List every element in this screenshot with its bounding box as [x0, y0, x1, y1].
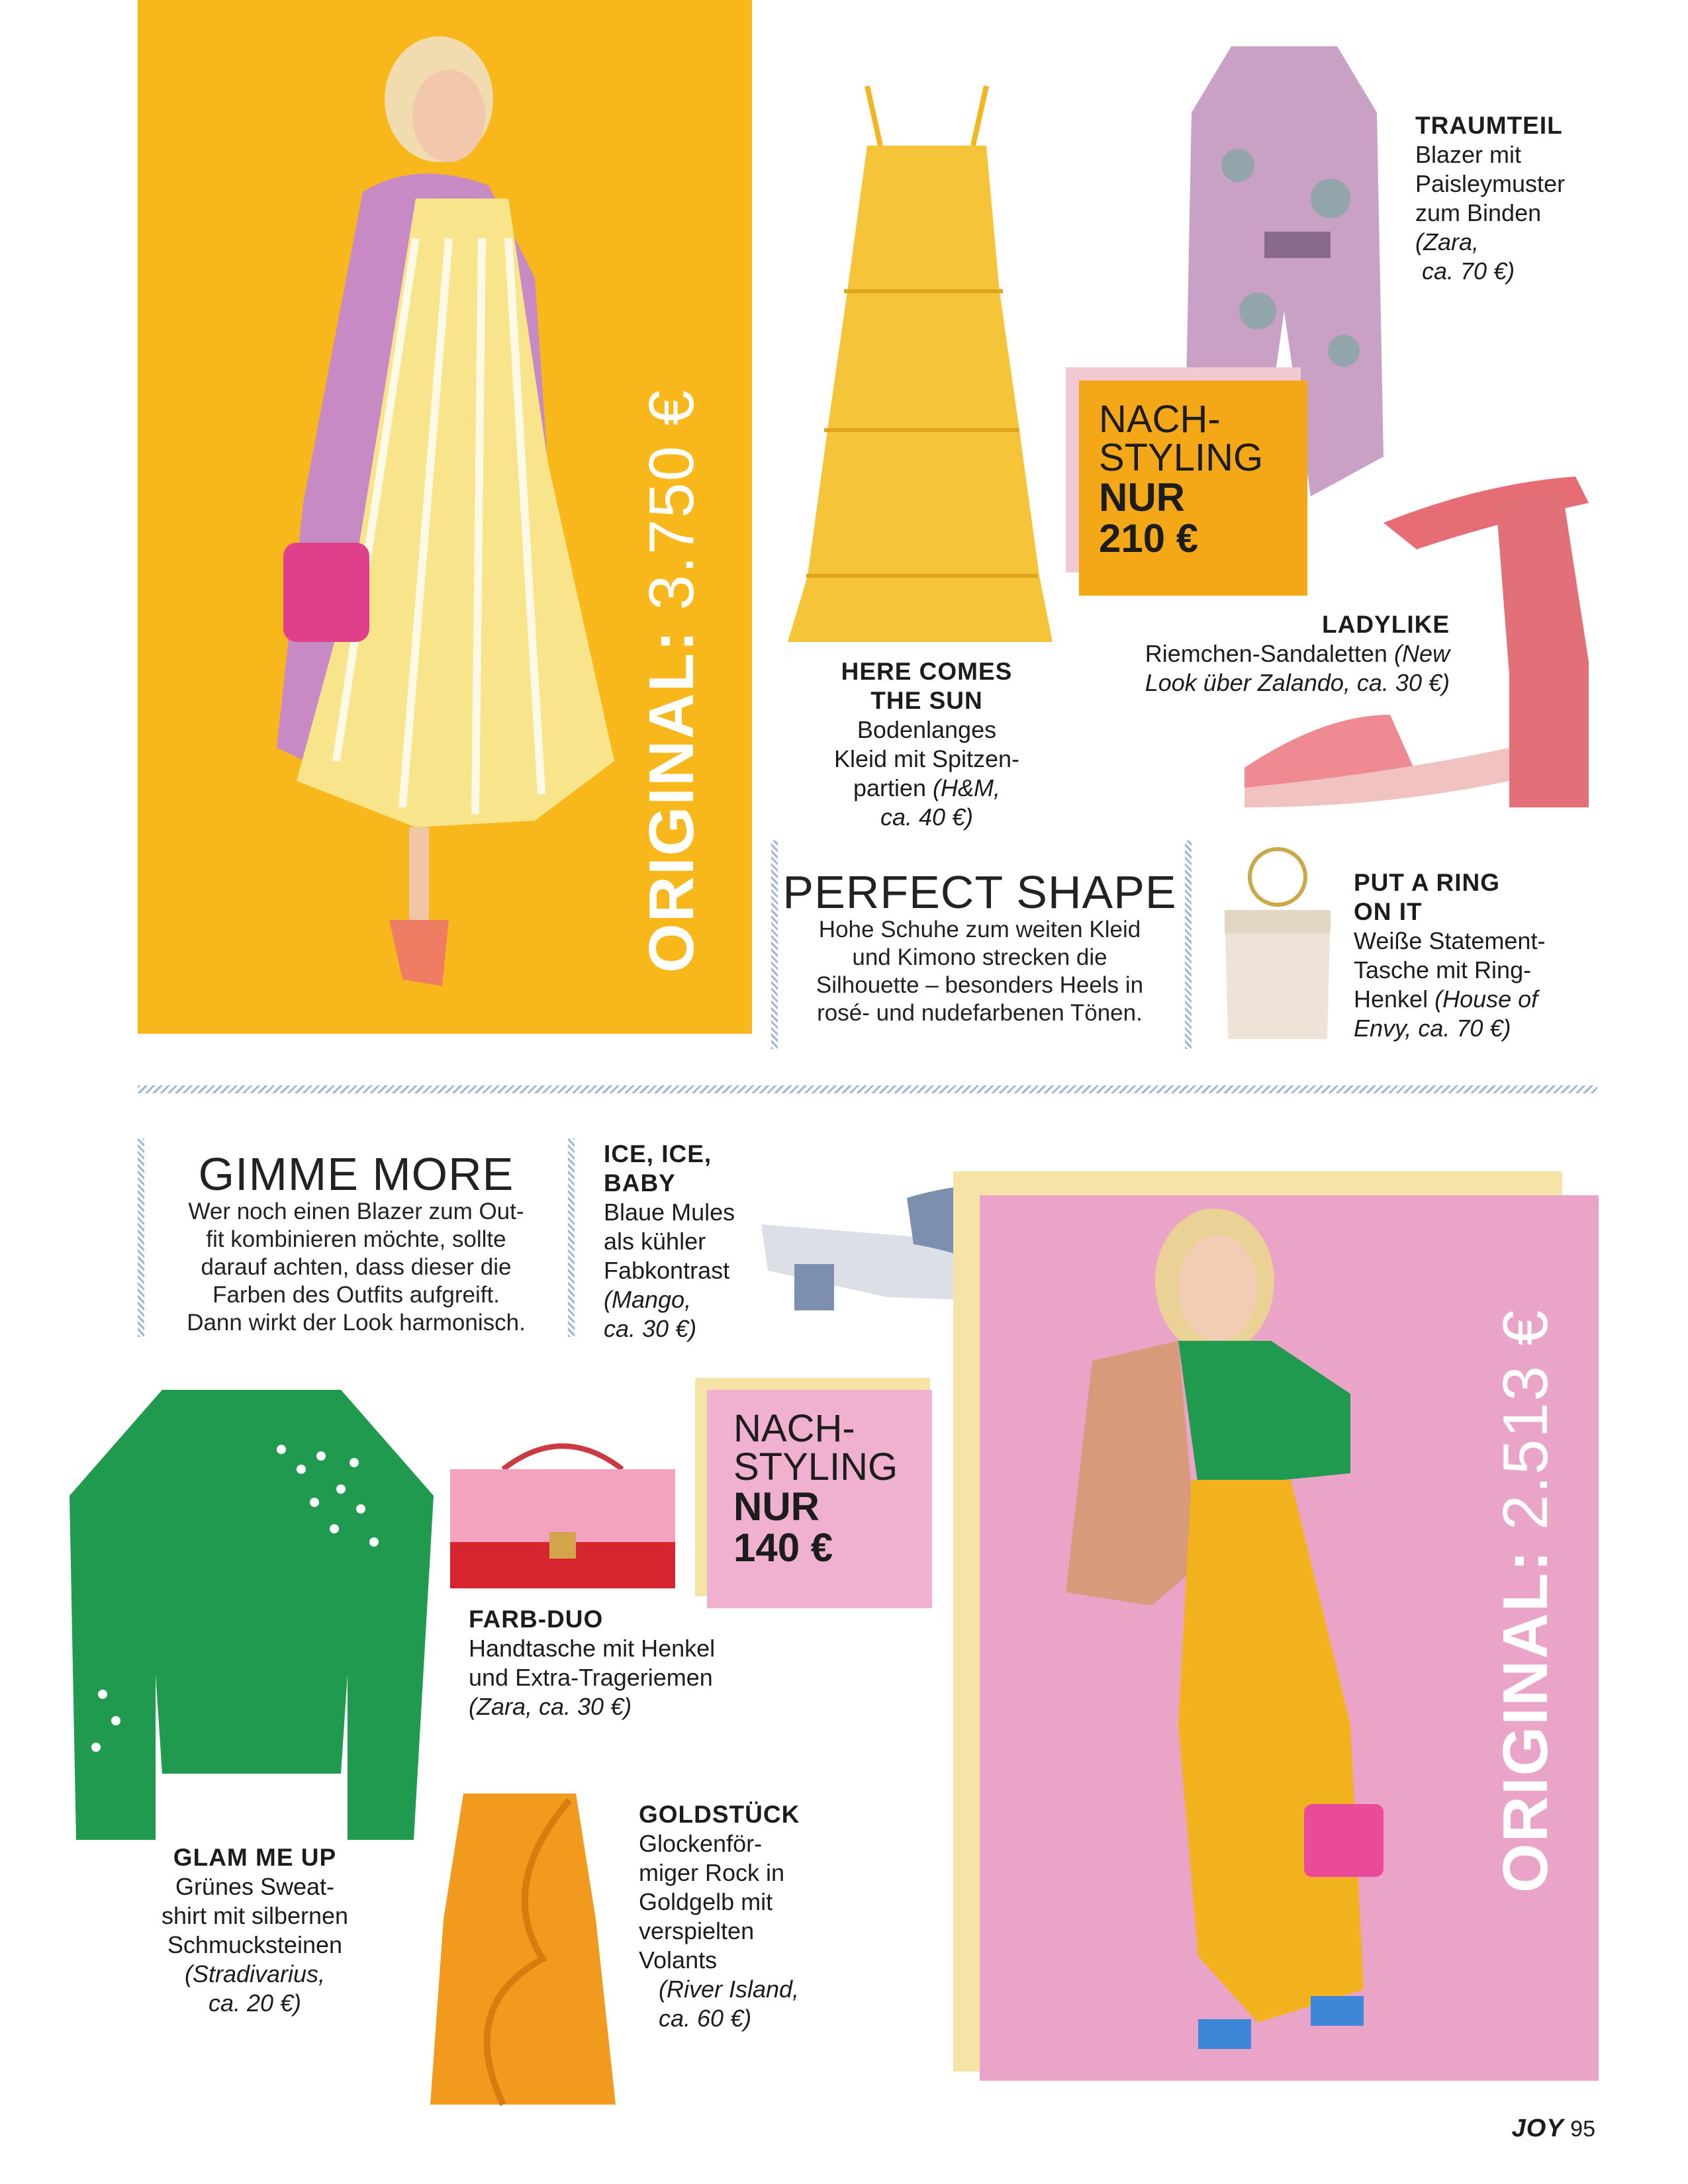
info-box-left-border: [771, 841, 778, 1049]
ring-bag-title-line1: PUT A RING: [1354, 869, 1501, 896]
blazer-caption: [1415, 111, 1634, 286]
gimme-box-right-border: [568, 1138, 575, 1337]
blazer-line5: ca. 70 €): [1422, 257, 1515, 285]
gimme-more-box: [151, 1150, 561, 1337]
skirt-line2: miger Rock in: [639, 1859, 785, 1886]
gimme-more-line4: Farben des Outfits aufgreift.: [212, 1282, 500, 1308]
gimme-box-left-border: [138, 1138, 144, 1337]
original-price-value: 2.513 €: [1490, 1308, 1561, 1531]
skirt-line4: verspielten: [639, 1917, 755, 1944]
sweatshirt-line1: Grünes Sweat-: [175, 1873, 335, 1900]
gimme-more-title: GIMME MORE: [198, 1148, 514, 1200]
perfect-shape-line4: rosé- und nudefarbenen Tönen.: [817, 1000, 1143, 1026]
mules-line5: ca. 30 €): [604, 1315, 697, 1342]
dress-line3: partien: [853, 774, 927, 801]
skirt-line5: Volants: [639, 1946, 718, 1974]
perfect-shape-box: [781, 868, 1178, 1027]
sweatshirt-caption: [129, 1843, 381, 2018]
sandals-title: LADYLIKE: [1322, 611, 1450, 638]
skirt-product-image: [417, 1787, 629, 2124]
ring-bag-line3-italic: (House of: [1434, 985, 1538, 1013]
dress-title-line2: THE SUN: [870, 687, 983, 714]
dress-title-line1: HERE COMES: [841, 658, 1013, 685]
price-box-line2: STYLING: [733, 1445, 898, 1488]
gimme-more-line1: Wer noch einen Blazer zum Out-: [188, 1199, 524, 1224]
price-box-line3: NUR: [1099, 475, 1185, 520]
skirt-line1: Glockenför-: [639, 1830, 763, 1857]
sandals-line2: Look über Zalando, ca. 30 €): [1145, 669, 1450, 696]
sandals-line1: Riemchen-Sandaletten: [1145, 640, 1387, 667]
perfect-shape-line3: Silhouette – besonders Heels in: [816, 972, 1144, 998]
orange-skirt-icon: [417, 1787, 629, 2124]
pink-red-handbag-icon: [437, 1423, 688, 1595]
price-box-line1: NACH-: [1099, 398, 1221, 441]
ring-bag-line1: Weiße Statement-: [1354, 927, 1546, 954]
ring-bag-caption: [1354, 868, 1632, 1043]
skirt-line3: Goldgelb mit: [639, 1888, 773, 1915]
ring-bag-title-line2: ON IT: [1354, 898, 1423, 925]
dress-product-image: [788, 73, 1053, 655]
sweatshirt-title: GLAM ME UP: [173, 1844, 337, 1871]
handbag-line1: Handtasche mit Henkel: [469, 1635, 716, 1662]
perfect-shape-line1: Hohe Schuhe zum weiten Kleid: [818, 917, 1141, 942]
sandals-caption: [1059, 610, 1450, 698]
perfect-shape-line2: und Kimono strecken die: [852, 944, 1107, 970]
handbag-title: FARB-DUO: [469, 1606, 604, 1633]
page-footer: [1512, 2115, 1595, 2143]
section-divider: [138, 1085, 1597, 1093]
handbag-line3: (Zara, ca. 30 €): [469, 1693, 632, 1720]
top-original-price: [635, 389, 708, 973]
price-box-line4: 210 €: [1099, 516, 1199, 561]
ring-bag-line3: Henkel: [1354, 985, 1429, 1013]
blazer-line3: zum Binden: [1415, 199, 1542, 226]
handbag-product-image: [437, 1423, 688, 1595]
handbag-caption: [469, 1605, 813, 1721]
ring-bag-line2: Tasche mit Ring-: [1354, 956, 1532, 983]
mules-title-line1: ICE, ICE,: [604, 1140, 712, 1167]
skirt-title: GOLDSTÜCK: [639, 1801, 800, 1828]
mules-line2: als kühler: [604, 1228, 706, 1255]
sweatshirt-line4: (Stradivarius,: [184, 1960, 326, 1987]
green-sweatshirt-icon: [63, 1377, 440, 1853]
ring-bag-icon: [1211, 847, 1344, 1046]
mules-caption: [604, 1140, 776, 1343]
original-price-value: 3.750 €: [636, 388, 707, 611]
info-box-right-border: [1185, 841, 1192, 1049]
perfect-shape-title: PERFECT SHAPE: [782, 866, 1177, 918]
original-label: ORIGINAL:: [1490, 1549, 1561, 1893]
blazer-line1: Blazer mit: [1415, 141, 1522, 168]
skirt-caption: [639, 1800, 857, 2033]
bottom-original-price: [1489, 1309, 1562, 1893]
mules-line1: Blaue Mules: [604, 1199, 735, 1226]
ring-bag-line4: Envy, ca. 70 €): [1354, 1015, 1511, 1042]
skirt-line6: (River Island,: [659, 1976, 800, 2003]
handbag-line2: und Extra-Trageriemen: [469, 1664, 713, 1691]
sandals-line1-italic: (New: [1393, 640, 1450, 667]
blazer-line4: (Zara,: [1415, 228, 1479, 255]
ring-bag-product-image: [1211, 847, 1344, 1046]
bottom-price-box: [707, 1390, 932, 1608]
mules-line3: Fabkontrast: [604, 1257, 730, 1284]
mules-title-line2: BABY: [604, 1169, 676, 1197]
price-box-line3: NUR: [733, 1484, 820, 1529]
blazer-title: TRAUMTEIL: [1415, 112, 1563, 139]
magazine-logo: JOY: [1511, 2115, 1564, 2142]
original-label: ORIGINAL:: [636, 629, 707, 973]
yellow-dress-icon: [788, 73, 1053, 655]
price-box-line1: NACH-: [733, 1407, 855, 1450]
blazer-line2: Paisleymuster: [1415, 170, 1566, 197]
sweatshirt-line5: ca. 20 €): [208, 1989, 302, 2017]
price-box-line4: 140 €: [733, 1525, 833, 1570]
dress-line4: ca. 40 €): [880, 803, 974, 831]
gimme-more-line3: darauf achten, dass dieser die: [201, 1254, 512, 1280]
skirt-line7: ca. 60 €): [659, 2005, 752, 2032]
sweatshirt-line2: shirt mit silbernen: [161, 1902, 349, 1929]
page-number: 95: [1570, 2116, 1595, 2142]
dress-line1: Bodenlanges: [857, 716, 997, 743]
sweatshirt-line3: Schmucksteinen: [167, 1931, 343, 1958]
dress-line2: Kleid mit Spitzen-: [833, 745, 1020, 772]
gimme-more-line2: fit kombinieren möchte, sollte: [206, 1226, 506, 1252]
mules-line4: (Mango,: [604, 1286, 692, 1313]
sweatshirt-product-image: [63, 1377, 440, 1853]
dress-line3-italic: (H&M,: [933, 774, 1001, 801]
dress-caption: [801, 657, 1053, 832]
price-box-line2: STYLING: [1099, 436, 1264, 479]
gimme-more-line5: Dann wirkt der Look harmonisch.: [187, 1310, 526, 1336]
